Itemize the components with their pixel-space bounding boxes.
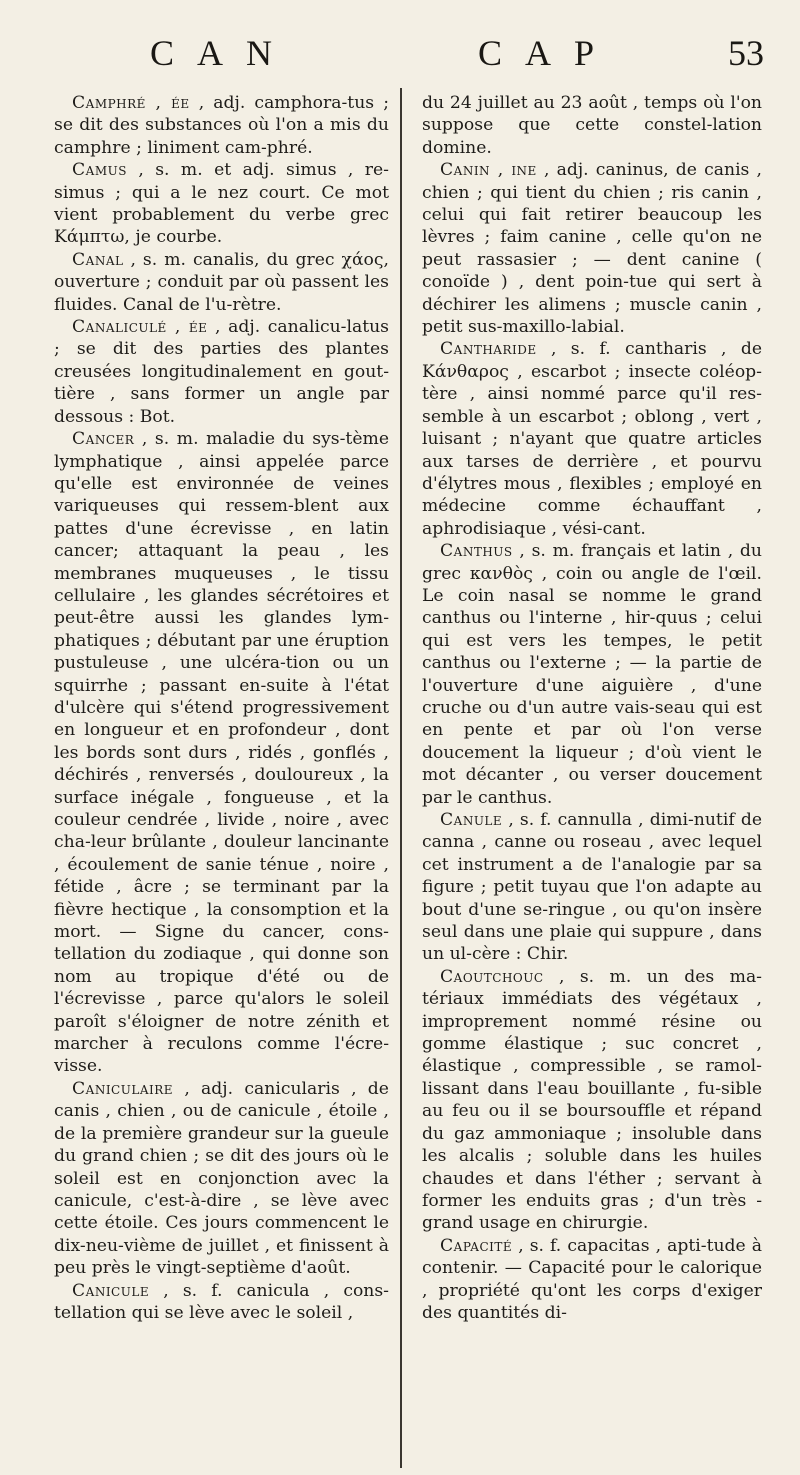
left-column (54, 92, 389, 1324)
entry-text: du 24 juillet au 23 août , temps où l'on suppose que cette constel-lation domine. (422, 93, 762, 158)
dictionary-entry (422, 966, 762, 1235)
headword: Canin , ine (440, 160, 537, 181)
headword: Camus (72, 160, 127, 181)
dictionary-entry-continued (422, 92, 762, 159)
headword: Canicule (72, 1280, 150, 1301)
headword: Capacité (440, 1235, 513, 1256)
dictionary-entry (54, 1280, 389, 1325)
headword: Canal (72, 249, 124, 270)
entry-text: , s. m. et adj. simus , re-simus ; qui a le nez court. Ce mot vient probablement du verbe grec Κάμπτω, je courbe. (54, 160, 389, 248)
headword: Caniculaire (72, 1078, 174, 1099)
column-divider (400, 88, 402, 1468)
right-column (422, 92, 762, 1324)
page-number: 53 (728, 33, 764, 73)
dictionary-entry (54, 159, 389, 249)
entry-text: , s. m. un des ma-tériaux immédiats des végétaux , improprement nommé résine ou gomme élastique ; suc concret , élastique , compressible , se ramol-lissant dans l'eau bouillante , fu-sible au feu ou il se boursouffle et répand du gaz ammoniaque ; insoluble dans les alcalis ; soluble dans les huiles chaudes et dans l'éther ; servant à former les enduits gras ; d'un très - grand usage en chirurgie. (422, 966, 762, 1234)
dictionary-entry (422, 809, 762, 966)
entry-text: , s. f. canicula , cons-tellation qui se lève avec le soleil , (54, 1280, 389, 1323)
dictionary-entry (422, 540, 762, 809)
running-header-left: C A N (150, 33, 281, 73)
entry-text: , s. m. français et latin , du grec κανθὸς , coin ou angle de l'œil. Le coin nasal se nomme le grand canthus ou l'interne , hir-quus ; celui qui est vers les tempes, le petit canthus ou l'externe ; — la partie de l'ouverture d'une aiguière , d'une cruche ou d'un autre vais-seau qui est en pente et par où l'on verse doucement la liqueur ; d'où vient le mot décanter , ou verser doucement par le canthus. (422, 541, 762, 808)
headword: Canthus (440, 541, 513, 562)
dictionary-entry (422, 159, 762, 338)
dictionary-entry (54, 428, 389, 1078)
entry-text: , adj. canicularis , de canis , chien , ou de canicule , étoile , de la première grandeur sur la gueule du grand chien ; se dit des jours où le soleil est en conjonction avec la canicule, c'est-à-dire , se lève avec cette étoile. Ces jours commencent le dix-neu-vième de juillet , et finissent à peu près le vingt-septième d'août. (54, 1078, 389, 1279)
dictionary-entry (54, 249, 389, 316)
running-header-right: C A P (478, 33, 603, 73)
headword: Canaliculé , ée (72, 317, 208, 338)
dictionary-entry (54, 92, 389, 159)
dictionary-entry (54, 316, 389, 428)
entry-text: , s. m. canalis, du grec χάος, ouverture ; conduit par où passent les fluides. Canal de l'u-rètre. (54, 249, 389, 315)
headword: Canule (440, 810, 503, 830)
headword: Caoutchouc (440, 966, 544, 987)
entry-text: , s. m. maladie du sys-tème lymphatique , ainsi appelée parce qu'elle est environnée de veines variqueuses qui ressem-blent aux pattes d'une écrevisse , en latin cancer; attaquant la peau , les membranes muqueuses , le tissu cellulaire , les glandes sécrétoires et peut-être aussi les glandes lym-phatiques ; débutant par une éruption pustuleuse , une ulcéra-tion ou un squirrhe ; passant en-suite à l'état d'ulcère qui s'étend progressivement en longueur et en profondeur , dont les bords sont durs , ridés , gonflés , déchirés , renversés , douloureux , la surface inégale , fongueuse , et la couleur cendrée , livide , noire , avec cha-leur brûlante , douleur lancinante , écoulement de sanie ténue , noire , fétide , âcre ; se terminant par la fièvre hectique , la consomption et la mort. — Signe du cancer, cons-tellation du zodiaque , qui donne son nom au tropique d'été ou de l'écrevisse , parce qu'alors le soleil paroît s'éloigner de notre zénith et marcher à reculons comme l'écre-visse. (54, 429, 389, 1077)
entry-text: , s. f. cannulla , dimi-nutif de canna , canne ou roseau , avec lequel cet instrument a de l'analogie par sa figure ; petit tuyau que l'on adapte au bout d'une se-ringue , ou qu'on insère seul dans une plaie qui suppure , dans un ul-cère : Chir. (422, 810, 762, 965)
dictionary-entry (422, 1235, 762, 1325)
entry-text: , s. f. capacitas , apti-tude à contenir. — Capacité pour le calorique , propriété qu'ont les corps d'exiger des quantités di- (422, 1235, 763, 1323)
headword: Camphré , ée (72, 93, 190, 113)
dictionary-entry (422, 338, 762, 540)
headword: Cancer (72, 429, 135, 450)
entry-text: , s. f. cantharis , de Κάνθαρος , escarbot ; insecte coléop-tère , ainsi nommé parce qu'il res-semble à un escarbot ; oblong , vert , luisant ; n'ayant que quatre articles aux tarses de derrière , et pourvu d'élytres mous , flexibles ; employé en médecine comme échauffant , aphrodisiaque , vési-cant. (422, 339, 762, 539)
entry-text: , adj. camphora-tus ; se dit des substances où l'on a mis du camphre ; liniment cam-phré. (54, 93, 389, 158)
dictionary-entry (54, 1078, 389, 1280)
entry-text: , adj. canalicu-latus ; se dit des parties des plantes creusées longitudinalement en gout-tière , sans former un angle par dessous : Bot. (54, 317, 390, 427)
headword: Cantharide (440, 339, 537, 360)
entry-text: , adj. caninus, de canis , chien ; qui tient du chien ; ris canin , celui qui fait retirer beaucoup les lèvres ; faim canine , celle qu'on ne peut rassasier ; — dent canine ( conoïde ) , dent poin-tue qui sert à déchirer les alimens ; muscle canin , petit sus-maxillo-labial. (422, 160, 762, 338)
